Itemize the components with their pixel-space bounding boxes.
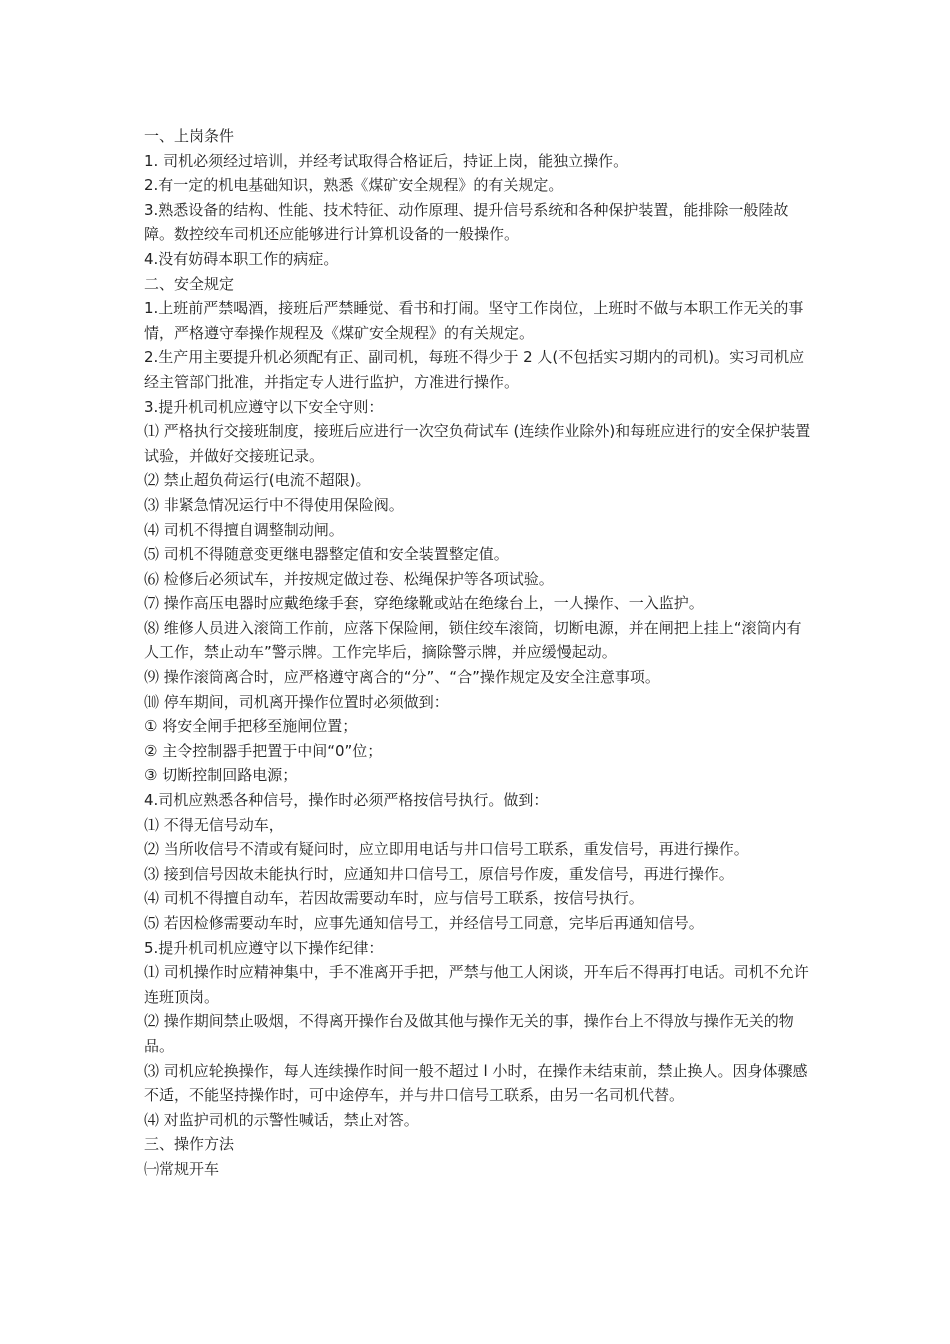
paragraph-2-3: 3.提升机司机应遵守以下安全守则：	[144, 397, 384, 416]
paragraph-2-4: 4.司机应熟悉各种信号，操作时必须严格按信号执行。做到：	[144, 791, 549, 810]
paragraph-1-4: 4.没有妨碍本职工作的病症。	[144, 249, 339, 268]
list-item-2-3-6: ⑹ 检修后必须试车，并按规定做过卷、松绳保护等各项试验。	[144, 569, 554, 588]
paragraph-2-2: 2.生产用主要提升机必须配有正、副司机，每班不得少于 2 人(不包括实习期内的司机)。实习司机应经主管部门批准，并指定专人进行监护，方准进行操作。	[144, 348, 805, 391]
list-item-2-3-10: ⑽ 停车期间，司机离开操作位置时必须做到：	[144, 692, 449, 711]
sub-item-2: ② 主令控制器手把置于中间“0”位；	[144, 741, 383, 760]
list-item-2-5-3: ⑶ 司机应轮换操作，每人连续操作时间一般不超过 l 小时，在操作未结束前，禁止换人。因身体骤感不适，不能坚持操作时，可中途停车，并与井口信号工联系，由另一名司机代替。	[144, 1061, 808, 1105]
list-item-2-5-2: ⑵ 操作期间禁止吸烟，不得离开操作台及做其他与操作无关的事，操作台上不得放与操作无关的物品。	[144, 1012, 794, 1055]
paragraph-1-2: 2.有一定的机电基础知识，熟悉《煤矿安全规程》的有关规定。	[144, 176, 564, 195]
list-item-2-3-1: ⑴ 严格执行交接班制度，接班后应进行一次空负荷试车 (连续作业除外)和每班应进行的安全保护装置试验，并做好交接班记录。	[144, 422, 811, 465]
paragraph-2-5: 5.提升机司机应遵守以下操作纪律：	[144, 938, 384, 957]
section-heading-3: 三、操作方法	[144, 1135, 235, 1154]
paragraph-2-1: 1.上班前严禁喝酒，接班后严禁睡觉、看书和打闹。坚守工作岗位，上班时不做与本职工作无关的事情，严格遵守奉操作规程及《煤矿安全规程》的有关规定。	[144, 299, 804, 342]
section-heading-2: 二、安全规定	[144, 274, 235, 293]
subsection-heading-3-1: ㈠常规开车	[144, 1159, 220, 1178]
list-item-2-3-4: ⑷ 司机不得擅自调整制动闸。	[144, 520, 344, 539]
list-item-2-4-2: ⑵ 当所收信号不清或有疑问时，应立即用电话与井口信号工联系，重发信号，再进行操作。	[144, 840, 749, 859]
list-item-2-4-4: ⑷ 司机不得擅自动车，若因故需要动车时，应与信号工联系，按信号执行。	[144, 889, 644, 908]
list-item-2-3-5: ⑸ 司机不得随意变更继电器整定值和安全装置整定值。	[144, 545, 509, 564]
list-item-2-3-8: ⑻ 维修人员进入滚筒工作前，应落下保险闸，锁住绞车滚筒，切断电源，并在闸把上挂上“滚筒内有人工作，禁止动车”警示牌。工作完毕后，摘除警示牌，并应缓慢起动。	[144, 618, 802, 662]
list-item-2-3-9: ⑼ 操作滚筒离合时，应严格遵守离合的“分”、“合”操作规定及安全注意事项。	[144, 668, 660, 687]
list-item-2-3-7: ⑺ 操作高压电器时应戴绝缘手套，穿绝缘靴或站在绝缘台上，一人操作、一入监护。	[144, 594, 704, 613]
list-item-2-4-1: ⑴ 不得无信号动车，	[144, 815, 284, 834]
list-item-2-5-4: ⑷ 对监护司机的示警性喊话，禁止对答。	[144, 1110, 419, 1129]
paragraph-1-3: 3.熟悉设备的结构、性能、技术特征、动作原理、提升信号系统和各种保护装置，能排除一般陸故障。数控绞车司机还应能够进行计算机设备的一般操作。	[144, 200, 789, 244]
sub-item-3: ③ 切断控制回路电源；	[144, 766, 298, 785]
list-item-2-4-5: ⑸ 若因检修需要动车时，应事先通知信号工，并经信号工同意，完毕后再通知信号。	[144, 914, 704, 932]
section-heading-1: 一、上岗条件	[144, 127, 235, 145]
list-item-2-3-3: ⑶ 非紧急情况运行中不得使用保险阀。	[144, 495, 404, 514]
list-item-2-4-3: ⑶ 接到信号因故未能执行时，应通知井口信号工，原信号作废，重发信号，再进行操作。	[144, 864, 734, 883]
sub-item-1: ① 将安全闸手把移至施闸位置；	[144, 717, 358, 736]
document-page	[144, 124, 814, 1182]
list-item-2-5-1: ⑴ 司机操作时应精神集中，手不准离开手把，严禁与他工人闲谈，开车后不得再打电话。司机不允许连班顶岗。	[144, 963, 809, 1006]
list-item-2-3-2: ⑵ 禁止超负荷运行(电流不超限)。	[144, 471, 371, 490]
paragraph-1-1: 1. 司机必须经过培训，并经考试取得合格证后，持证上岗，能独立操作。	[144, 151, 629, 170]
